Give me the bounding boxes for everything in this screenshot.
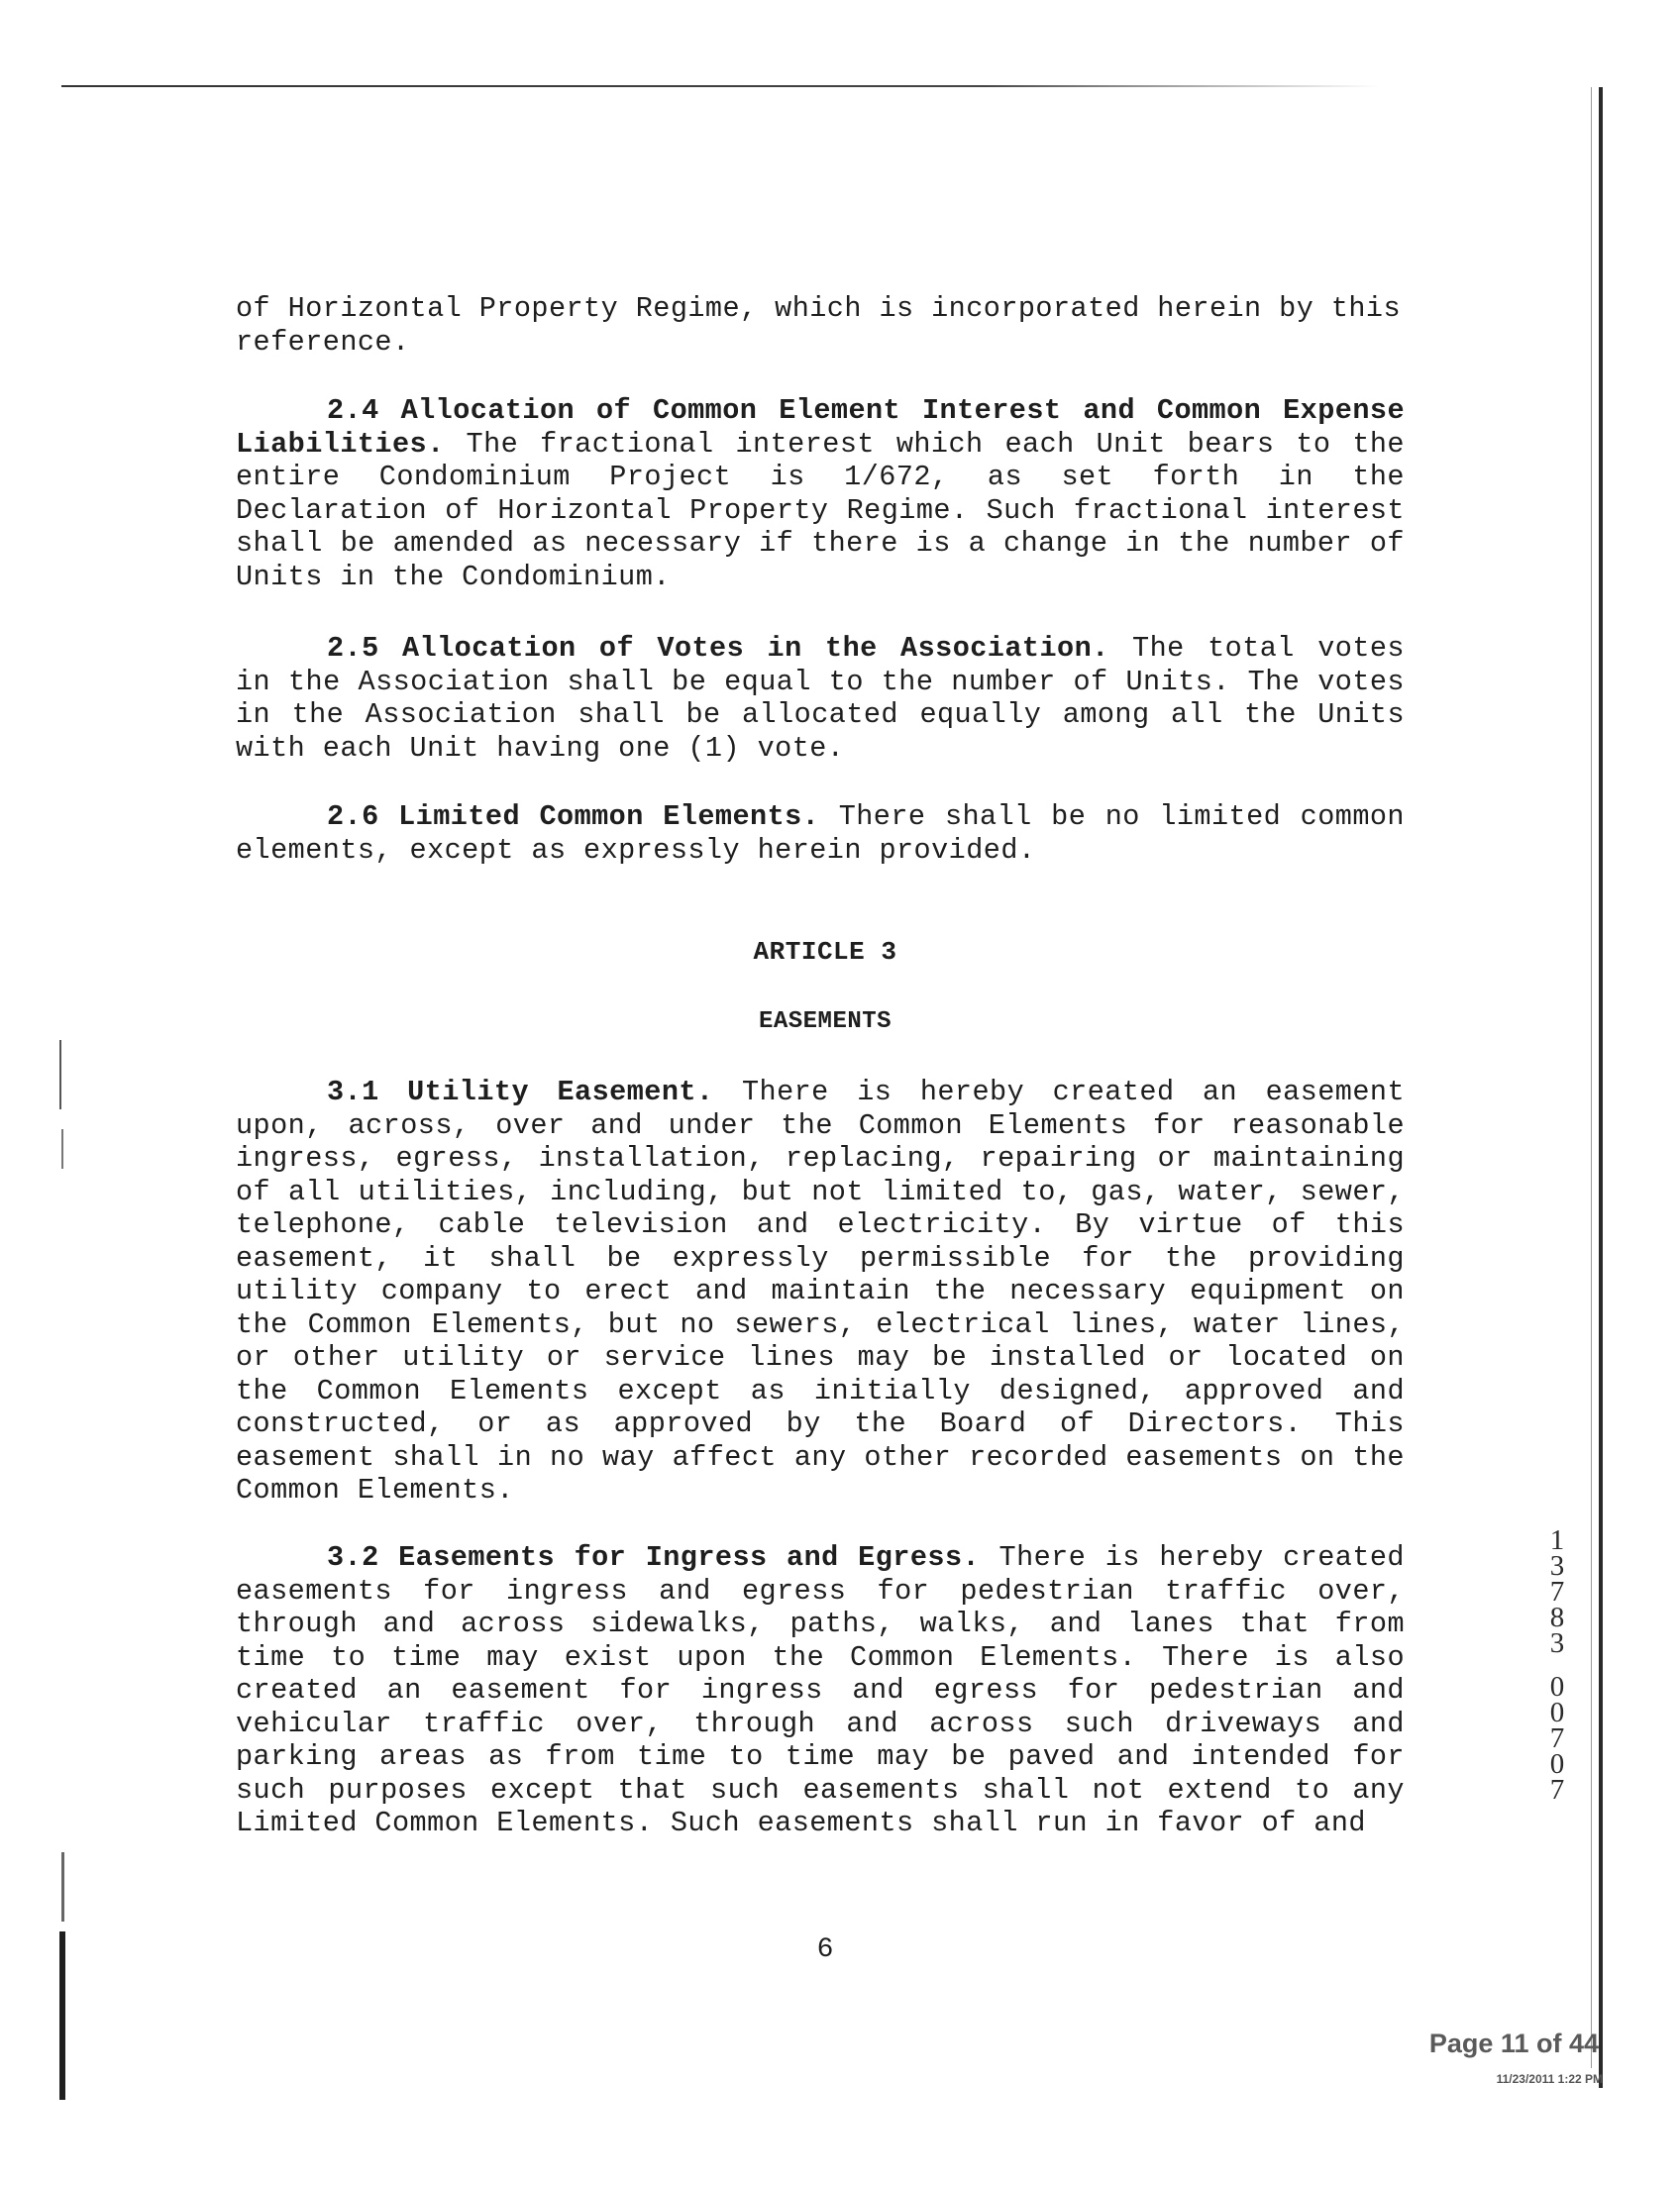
stamp-digit: 3 <box>1549 1627 1565 1659</box>
stamp-digit: 7 <box>1549 1576 1565 1608</box>
page-number: 6 <box>816 1934 834 1965</box>
section-3-2-body: There is hereby created easements for ingress and egress for pedestrian traffic over, through and across sidewalks, paths, walks, and lanes that from time to time may exist upon the Common Elements. There is also created an easement for ingress and egress for pedestrian and vehicular traffic over, through and across such driveways and parking areas as from time to time may be paved and intended for such purposes except that such easements shall not extend to any Limited Common Elements. Such easements shall run in favor of and <box>236 1541 1405 1839</box>
stamp-digit: 0 <box>1549 1671 1565 1703</box>
section-2-5-body: The total votes in the Association shall be equal to the number of Units. The votes in the Association shall be allocated equally among all the Units with each Unit having one (1) vote. <box>236 632 1405 765</box>
left-scan-mark <box>59 1040 61 1109</box>
section-2-6-body: There shall be no limited common elements, except as expressly herein provided. <box>236 800 1405 867</box>
section-2-5-paragraph <box>236 632 1405 765</box>
left-scan-mark <box>59 1931 65 2100</box>
intro-paragraph <box>236 292 1405 359</box>
stamp-digit: 7 <box>1549 1722 1565 1754</box>
stamp-digit: 1 <box>1549 1524 1565 1556</box>
section-2-5-heading: 2.5 Allocation of Votes in the Association. <box>327 632 1109 665</box>
right-scan-border <box>1599 87 1603 2088</box>
section-3-1-heading: 3.1 Utility Easement. <box>327 1076 714 1108</box>
section-2-4-paragraph <box>236 394 1405 593</box>
section-3-1-paragraph <box>236 1076 1405 1508</box>
recording-number-stamp <box>1540 1524 1574 1806</box>
stamp-digit: 3 <box>1549 1550 1565 1582</box>
left-scan-mark <box>61 1129 63 1169</box>
stamp-digit: 7 <box>1549 1774 1565 1806</box>
intro-text: of Horizontal Property Regime, which is incorporated herein by this reference. <box>236 292 1402 359</box>
section-2-6-heading: 2.6 Limited Common Elements. <box>327 800 820 833</box>
section-3-2-paragraph <box>236 1541 1405 1840</box>
section-3-1-body: There is hereby created an easement upon, across, over and under the Common Elements for reasonable ingress, egress, installation, replacing, repairing or maintaining of all utilities, including, but not limited to, gas, water, sewer, telephone, cable television and electricity. By virtue of this easement, it shall be expressly permissible for the providing utility company to erect and maintain the necessary equipment on the Common Elements, but no sewers, electrical lines, water lines, or other utility or service lines may be installed or located on the Common Elements except as initially designed, approved and constructed, or as approved by the Board of Directors. This easement shall in no way affect any other recorded easements on the Common Elements. <box>236 1076 1405 1507</box>
section-2-6-paragraph <box>236 800 1405 867</box>
section-3-2-heading: 3.2 Easements for Ingress and Egress. <box>327 1541 981 1574</box>
stamp-digit: 0 <box>1549 1748 1565 1780</box>
top-scan-rule <box>61 85 1379 87</box>
left-scan-mark <box>61 1852 64 1922</box>
article-title: EASEMENTS <box>758 1008 892 1035</box>
right-scan-line <box>1591 87 1592 2068</box>
recording-timestamp: 11/23/2011 1:22 PM <box>1496 2072 1603 2086</box>
stamp-digit: 8 <box>1549 1602 1565 1633</box>
page-count-label: Page 11 of 44 <box>1428 2029 1599 2058</box>
stamp-digit: 0 <box>1549 1697 1565 1728</box>
section-2-4-heading: 2.4 Allocation of Common Element Interest and Common Expense Liabilities. <box>236 394 1405 461</box>
section-2-4-body: The fractional interest which each Unit bears to the entire Condominium Project is 1/672, as set forth in the Declaration of Horizontal Property Regime. Such fractional interest shall be amended as necessary if there is a change in the number of Units in the Condominium. <box>236 427 1405 593</box>
article-number: ARTICLE 3 <box>753 937 897 967</box>
